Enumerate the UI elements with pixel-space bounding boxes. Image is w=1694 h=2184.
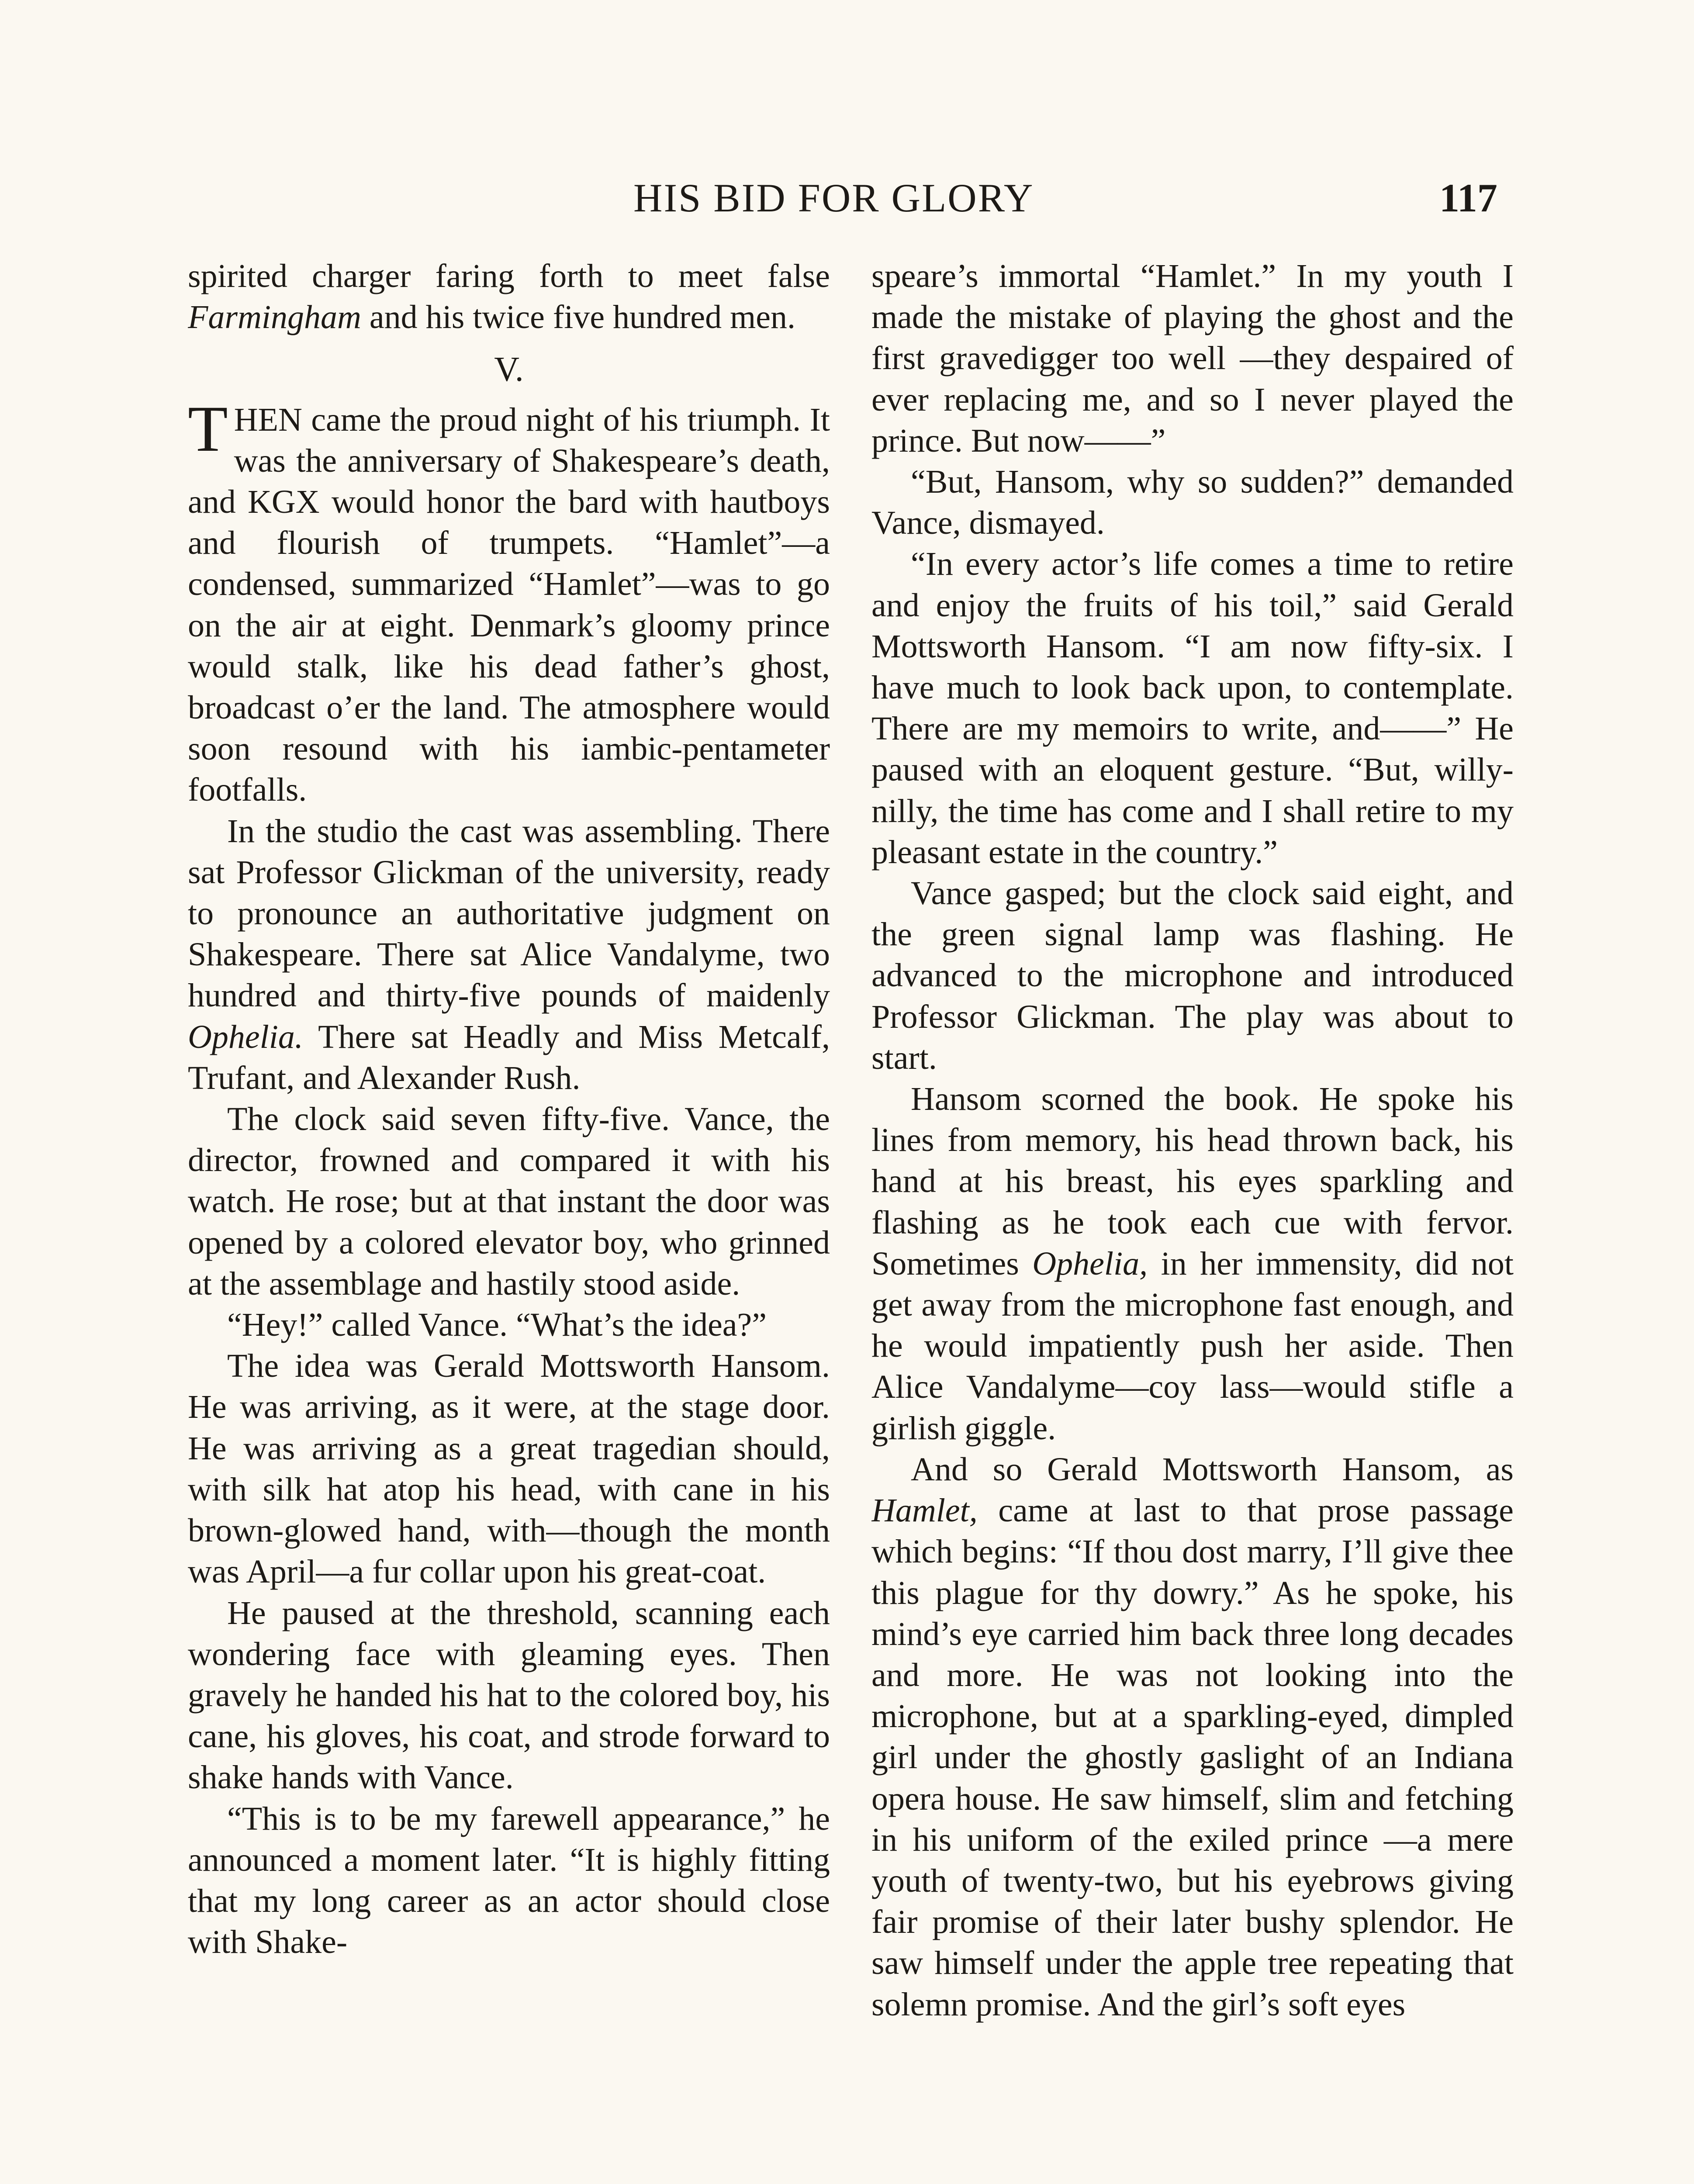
right-column xyxy=(871,256,1514,2184)
paragraph xyxy=(188,392,830,811)
page-number: 117 xyxy=(1439,176,1497,220)
drop-cap: T xyxy=(188,392,228,465)
paragraph: spirited charger faring forth to meet false Farmingham and his twice five hundred men. xyxy=(188,258,830,336)
page-header xyxy=(0,175,1694,227)
paragraph: “In every actor’s life comes a time to retire and enjoy the fruits of his toil,” said Gerald Mottsworth Hansom. “I am now fifty-six. I have much to look back upon, to contemplate. There are my memoirs to write, and——” He paused with an eloquent gesture. “But, willy-nilly, the time has come and I shall retire to my pleasant estate in the country.” xyxy=(871,546,1514,871)
paragraph: speare’s immortal “Hamlet.” In my youth I made the mistake of playing the ghost and the first gravedigger too well —they despaired of ever replacing me, and so I never played the prince. But now——” xyxy=(871,258,1514,459)
paragraph: The clock said seven fifty-five. Vance, the director, frowned and compared it with his watch. He rose; but at that instant the door was opened by a colored elevator boy, who grinned at the assemblage and hastily stood aside. xyxy=(188,1101,830,1302)
running-title: HIS BID FOR GLORY xyxy=(633,176,1034,220)
paragraph: Hansom scorned the book. He spoke his lines from memory, his head thrown back, his hand at his breast, his eyes sparkling and flashing as he took each cue with fervor. Sometimes Ophelia, in her immensity, did not get away from the microphone fast enough, and he would impatiently push her aside. Then Alice Vandalyme—coy lass—would stifle a girlish giggle. xyxy=(871,1081,1514,1447)
left-column xyxy=(188,256,830,2184)
paragraph: And so Gerald Mottsworth Hansom, as Hamlet, came at last to that prose passage which begins: “If thou dost marry, I’ll give thee this plague for thy dowry.” As he spoke, his mind’s eye carried him back three long decades and more. He was not looking into the microphone, but at a sparkling-eyed, dimpled girl under the ghostly gaslight of an Indiana opera house. He saw himself, slim and fetching in his uniform of the exiled prince —a mere youth of twenty-two, but his eyebrows giving fair promise of their later bushy splendor. He saw himself under the apple tree repeating that solemn promise. And the girl’s soft eyes xyxy=(871,1451,1514,2023)
section-number: V. xyxy=(494,350,524,389)
paragraph: In the studio the cast was assembling. There sat Professor Glickman of the university, ready to pronounce an authoritative judgment on Shakespeare. There sat Alice Vandalyme, two hundred and thirty-five pounds of maidenly Ophelia. There sat Headly and Miss Metcalf, Trufant, and Alexander Rush. xyxy=(188,812,830,1096)
paragraph: “This is to be my farewell appearance,” he announced a moment later. “It is highly fitting that my long career as an actor should close with Shake- xyxy=(188,1800,830,1961)
paragraph: “But, Hansom, why so sudden?” demanded Vance, dismayed. xyxy=(871,463,1514,542)
paragraph: The idea was Gerald Mottsworth Hansom. He was arriving, as it were, at the stage door. He was arriving as a great tragedian should, with silk hat atop his head, with cane in his brown-glowed hand, with—though the month was April—a fur collar upon his great-coat. xyxy=(188,1348,830,1590)
paragraph-text: HEN came the proud night of his triumph. It was the anniversary of Shakespeare’s death, and KGX would honor the bard with hautboys and flourish of trumpets. “Hamlet”—a condensed, summarized “Hamlet”—was to go on the air at eight. Denmark’s gloomy prince would stalk, like his dead father’s ghost, broadcast o’er the land. The atmosphere would soon resound with his iambic-pentameter footfalls. xyxy=(188,401,830,809)
paragraph: He paused at the threshold, scanning each wondering face with gleaming eyes. Then gravely he handed his hat to the colored boy, his cane, his gloves, his coat, and strode forward to shake hands with Vance. xyxy=(188,1594,830,1796)
paragraph: “Hey!” called Vance. “What’s the idea?” xyxy=(227,1306,767,1344)
paragraph: Vance gasped; but the clock said eight, and the green signal lamp was flashing. He advanced to the microphone and introduced Professor Glickman. The play was about to start. xyxy=(871,875,1514,1076)
